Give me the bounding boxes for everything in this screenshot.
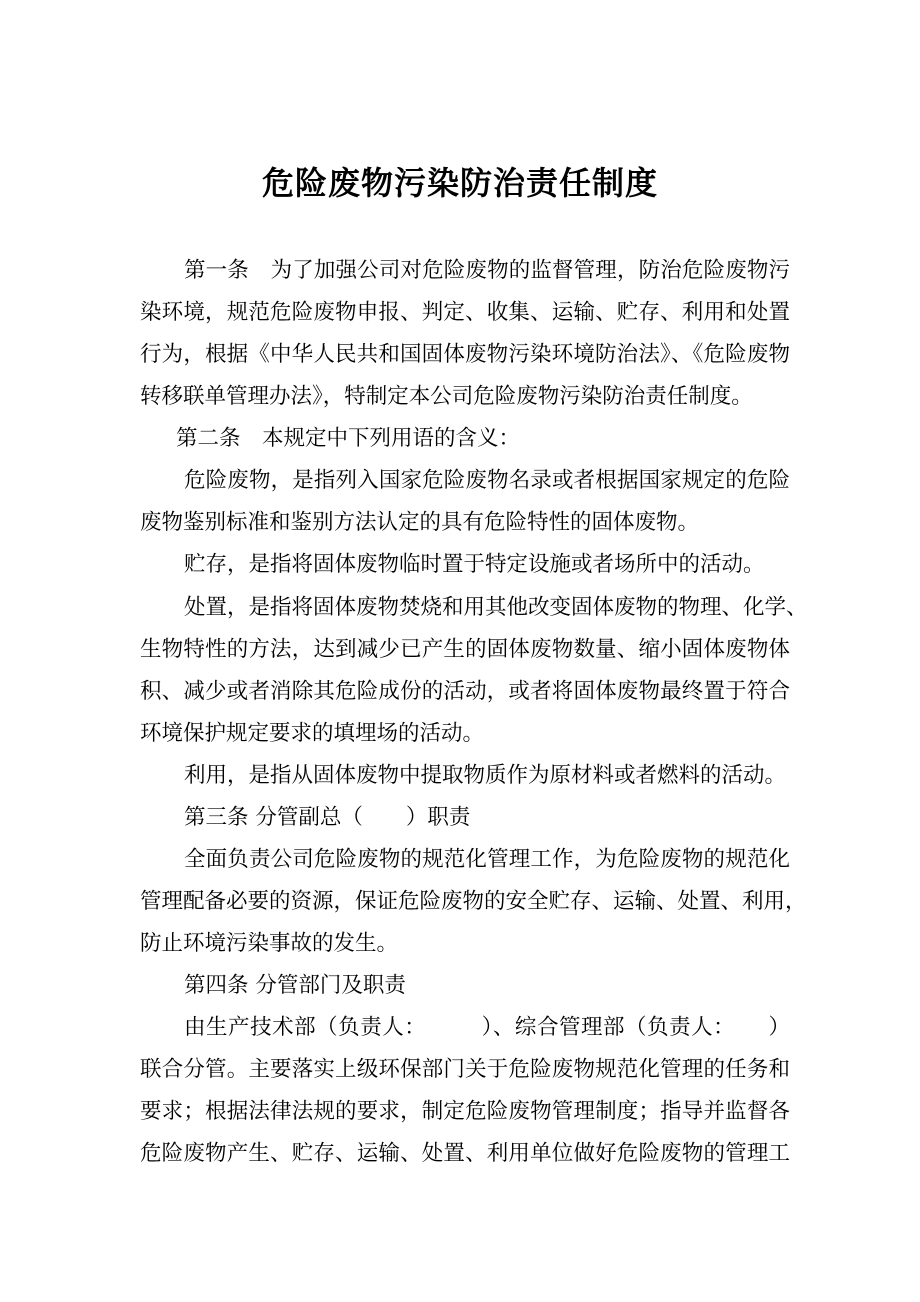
article-4-line-1: 由生产技术部（负责人： ）、综合管理部（负责人： ） (184, 1015, 790, 1040)
article-3-line-3: 防止环境污染事故的发生。 (140, 931, 399, 956)
document-title: 危险废物污染防治责任制度 (261, 164, 658, 202)
article-1-line-1: 第一条 为了加强公司对危险废物的监督管理，防治危险废物污 (184, 258, 790, 283)
definition-disposal-line-1: 处置，是指将固体废物焚烧和用其他改变固体废物的物理、化学、 (184, 595, 808, 620)
article-4-heading: 第四条 分管部门及职责 (184, 973, 406, 998)
article-4-line-3: 要求；根据法律法规的要求，制定危险废物管理制度；指导并监督各 (140, 1099, 790, 1124)
definition-disposal-line-2: 生物特性的方法，达到减少已产生的固体废物数量、缩小固体废物体 (140, 637, 790, 662)
definition-disposal-line-3: 积、减少或者消除其危险成份的活动，或者将固体废物最终置于符合 (140, 679, 790, 704)
article-1-line-2: 染环境，规范危险废物申报、判定、收集、运输、贮存、利用和处置 (140, 300, 790, 325)
definition-storage: 贮存，是指将固体废物临时置于特定设施或者场所中的活动。 (184, 552, 765, 577)
definition-disposal-line-4: 环境保护规定要求的填埋场的活动。 (140, 721, 485, 746)
article-4-line-2: 联合分管。主要落实上级环保部门关于危险废物规范化管理的任务和 (140, 1057, 790, 1082)
article-1-line-3: 行为，根据《中华人民共和国固体废物污染环境防治法》、《危险废物 (140, 342, 790, 367)
definition-hazardous-waste-line-2: 废物鉴别标准和鉴别方法认定的具有危险特性的固体废物。 (140, 510, 700, 535)
article-3-line-2: 管理配备必要的资源，保证危险废物的安全贮存、运输、处置、利用， (140, 889, 807, 914)
article-3-line-1: 全面负责公司危险废物的规范化管理工作，为危险废物的规范化 (184, 847, 790, 872)
article-3-heading: 第三条 分管副总（ ）职责 (184, 805, 471, 830)
article-1-line-4: 转移联单管理办法》，特制定本公司危险废物污染防治责任制度。 (140, 384, 753, 409)
definition-hazardous-waste-line-1: 危险废物，是指列入国家危险废物名录或者根据国家规定的危险 (184, 468, 790, 493)
article-2-heading: 第二条 本规定中下列用语的含义： (176, 426, 521, 451)
definition-utilization: 利用，是指从固体废物中提取物质作为原材料或者燃料的活动。 (184, 763, 787, 788)
article-4-line-4: 危险废物产生、贮存、运输、处置、利用单位做好危险废物的管理工 (140, 1141, 790, 1166)
